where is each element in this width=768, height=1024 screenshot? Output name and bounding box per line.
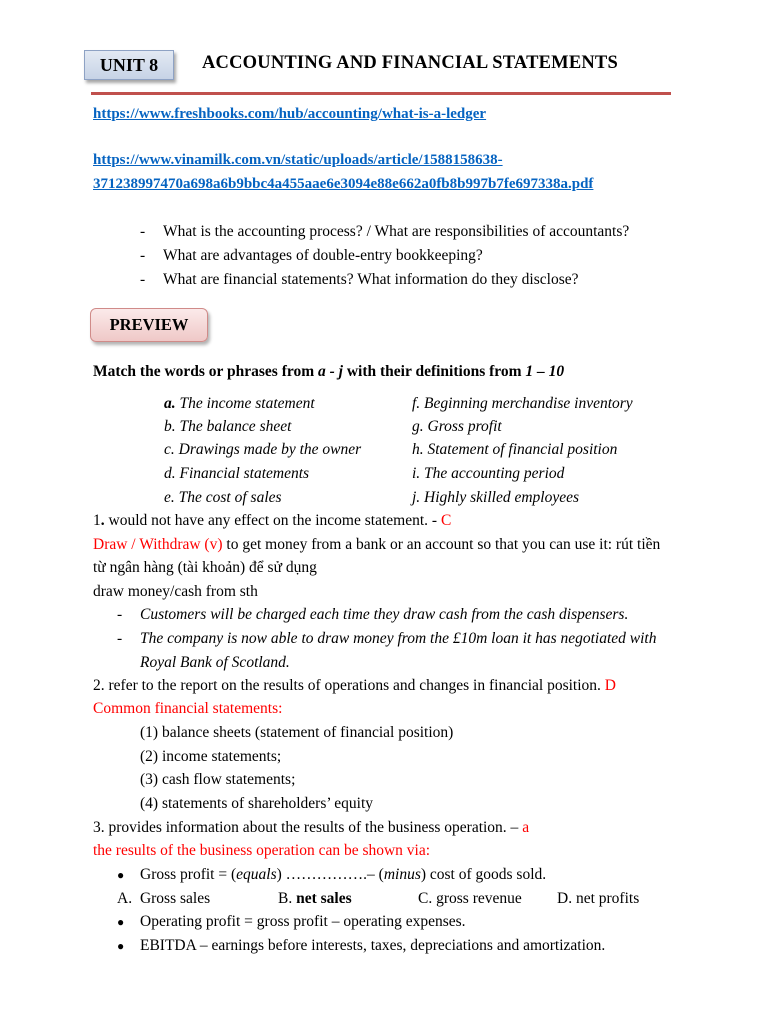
item-2: 2. refer to the report on the results of operations and changes in financial position. D [93, 677, 616, 694]
option-a: a. The income statement [164, 395, 315, 412]
freshbooks-link[interactable]: https://www.freshbooks.com/hub/accounting/what-is-a-ledger [93, 106, 487, 122]
option-f: f. Beginning merchandise inventory [412, 395, 633, 412]
choice-b: B. net sales [278, 890, 352, 907]
gross-profit-formula: Gross profit = (equals) …………….– (minus) cost of goods sold. [140, 866, 547, 883]
example-sentence-2: The company is now able to draw money from the £10m loan it has negotiated with [140, 630, 657, 647]
ebitda-bullet: EBITDA – earnings before interests, taxes, depreciations and amortization. [140, 937, 606, 954]
vinamilk-link-line1[interactable]: https://www.vinamilk.com.vn/static/uploads/article/1588158638- [93, 152, 503, 168]
dash-marker: - [140, 223, 146, 240]
example-sentence-1: Customers will be charged each time they draw cash from the cash dispensers. [140, 606, 629, 623]
option-e: e. The cost of sales [164, 489, 282, 506]
answer-3: a [522, 819, 530, 836]
dash-marker: - [117, 630, 123, 647]
choice-a: A. Gross sales [117, 890, 211, 907]
choice-d: D. net profits [557, 890, 640, 907]
preview-heading: PREVIEW [90, 308, 208, 342]
option-h: h. Statement of financial position [412, 441, 618, 458]
item-1: 1. would not have any effect on the income statement. - C [93, 512, 452, 529]
answer-1: C [440, 512, 452, 529]
choice-c: C. gross revenue [418, 890, 522, 907]
draw-collocation: draw money/cash from sth [93, 583, 258, 600]
page-title: ACCOUNTING AND FINANCIAL STATEMENTS [202, 53, 618, 73]
financial-statements-heading: Common financial statements: [93, 700, 283, 717]
question-item: What is the accounting process? / What are responsibilities of accountants? [163, 223, 630, 240]
dash-marker: - [117, 606, 123, 623]
statement-item: (3) cash flow statements; [140, 771, 296, 788]
operating-profit-bullet: Operating profit = gross profit – operating expenses. [140, 913, 466, 930]
dash-marker: - [140, 247, 146, 264]
item-3: 3. provides information about the results of the business operation. – a [93, 819, 530, 836]
option-d: d. Financial statements [164, 465, 310, 482]
draw-term: Draw / Withdraw (v) [93, 536, 223, 553]
title-divider [91, 92, 671, 95]
option-i: i. The accounting period [412, 465, 565, 482]
option-c: c. Drawings made by the owner [164, 441, 362, 458]
unit-badge: UNIT 8 [84, 50, 174, 80]
draw-definition: Draw / Withdraw (v) to get money from a bank or an account so that you can use it: rút tiền [93, 536, 661, 553]
option-b: b. The balance sheet [164, 418, 292, 435]
example-sentence-2-cont: Royal Bank of Scotland. [140, 654, 290, 671]
statement-item: (2) income statements; [140, 748, 282, 765]
dash-marker: - [140, 271, 146, 288]
statement-item: (1) balance sheets (statement of financial position) [140, 724, 454, 741]
option-g: g. Gross profit [412, 418, 502, 435]
question-item: What are advantages of double-entry bookkeeping? [163, 247, 483, 264]
option-j: j. Highly skilled employees [412, 489, 580, 506]
answer-2: D [604, 677, 616, 694]
match-instruction: Match the words or phrases from a - j with their definitions from 1 – 10 [93, 363, 565, 380]
vinamilk-link-line2[interactable]: 371238997470a698a6b9bbc4a455aae6e3094e88e662a0fb8b997b7fe697338a.pdf [93, 176, 594, 192]
business-results-heading: the results of the business operation can be shown via: [93, 842, 431, 859]
question-item: What are financial statements? What information do they disclose? [163, 271, 579, 288]
statement-item: (4) statements of shareholders’ equity [140, 795, 373, 812]
draw-definition-vi: từ ngân hàng (tài khoản) để sử dụng [93, 559, 317, 576]
bullet-icon: ● [117, 868, 125, 882]
bullet-icon: ● [117, 939, 125, 953]
bullet-icon: ● [117, 915, 125, 929]
